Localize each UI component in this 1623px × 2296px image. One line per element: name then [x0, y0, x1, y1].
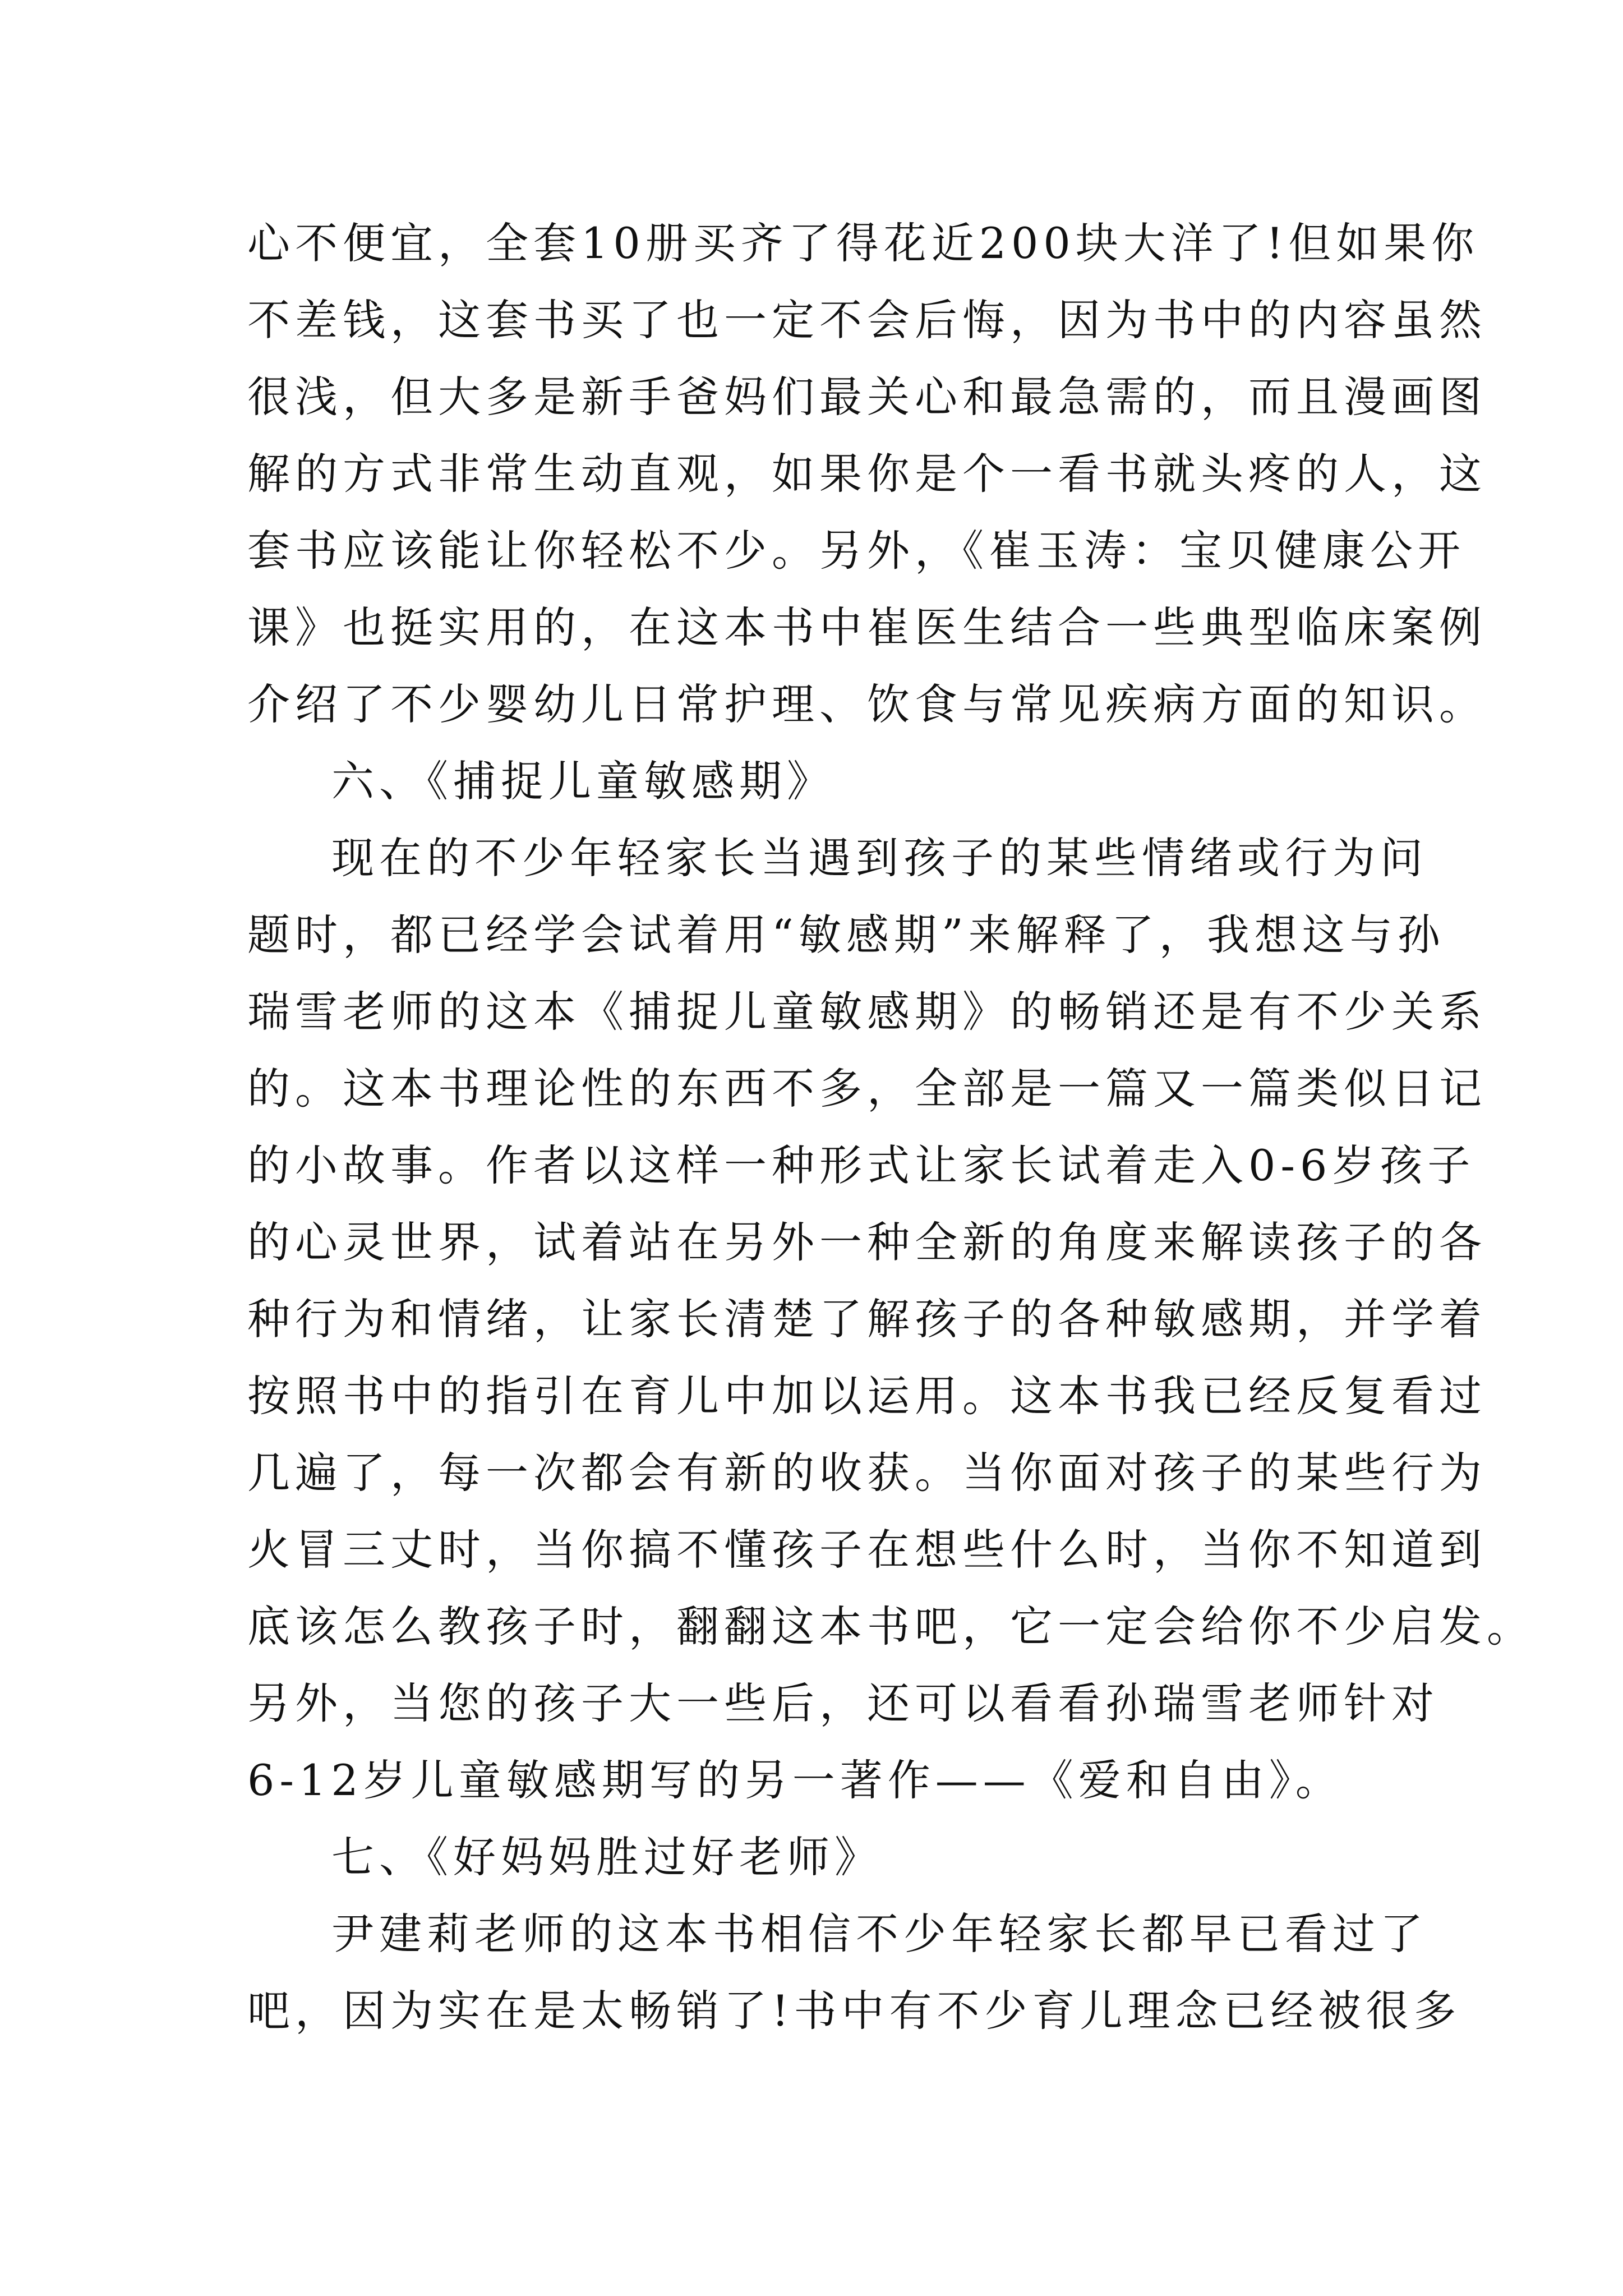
section-heading: 七、《好妈妈胜过好老师》 — [331, 1832, 882, 1882]
text-line: 现在的不少年轻家长当遇到孩子的某些情绪或行为问 — [331, 833, 1428, 883]
text-line: 吧，因为实在是太畅销了!书中有不少育儿理念已经被很多 — [247, 1986, 1461, 2036]
text-line: 瑞雪老师的这本《捕捉儿童敏感期》的畅销还是有不少关系 — [247, 987, 1487, 1037]
body-text — [247, 205, 1534, 2049]
text-line: 很浅，但大多是新手爸妈们最关心和最急需的，而且漫画图 — [247, 372, 1487, 422]
text-line: 介绍了不少婴幼儿日常护理、饮食与常见疾病方面的知识。 — [247, 679, 1487, 729]
text-line: 几遍了，每一次都会有新的收获。当你面对孩子的某些行为 — [247, 1448, 1487, 1498]
text-line: 的心灵世界，试着站在另外一种全新的角度来解读孩子的各 — [247, 1217, 1487, 1267]
text-line: 课》也挺实用的，在这本书中崔医生结合一些典型临床案例 — [247, 602, 1487, 652]
text-line: 尹建莉老师的这本书相信不少年轻家长都早已看过了 — [331, 1909, 1428, 1959]
text-line: 题时，都已经学会试着用“敏感期”来解释了，我想这与孙 — [247, 910, 1445, 960]
text-line: 按照书中的指引在育儿中加以运用。这本书我已经反复看过 — [247, 1371, 1487, 1421]
text-line: 不差钱，这套书买了也一定不会后悔，因为书中的内容虽然 — [247, 295, 1487, 345]
text-line: 心不便宜，全套10册买齐了得花近200块大洋了!但如果你 — [247, 218, 1479, 268]
text-line: 解的方式非常生动直观，如果你是个一看书就头疼的人，这 — [247, 449, 1487, 499]
text-line: 6-12岁儿童敏感期写的另一著作——《爱和自由》。 — [247, 1755, 1343, 1805]
text-line: 种行为和情绪，让家长清楚了解孩子的各种敏感期，并学着 — [247, 1294, 1487, 1344]
text-line: 的。这本书理论性的东西不多，全部是一篇又一篇类似日记 — [247, 1064, 1487, 1114]
text-line: 另外，当您的孩子大一些后，还可以看看孙瑞雪老师针对 — [247, 1678, 1439, 1728]
section-heading: 六、《捕捉儿童敏感期》 — [331, 756, 834, 806]
text-line: 的小故事。作者以这样一种形式让家长试着走入0-6岁孩子 — [247, 1140, 1476, 1190]
text-line: 底该怎么教孩子时，翻翻这本书吧，它一定会给你不少启发。 — [247, 1602, 1534, 1651]
text-line: 火冒三丈时，当你搞不懂孩子在想些什么时，当你不知道到 — [247, 1525, 1487, 1575]
text-line: 套书应该能让你轻松不少。另外，《崔玉涛：宝贝健康公开 — [247, 526, 1465, 576]
